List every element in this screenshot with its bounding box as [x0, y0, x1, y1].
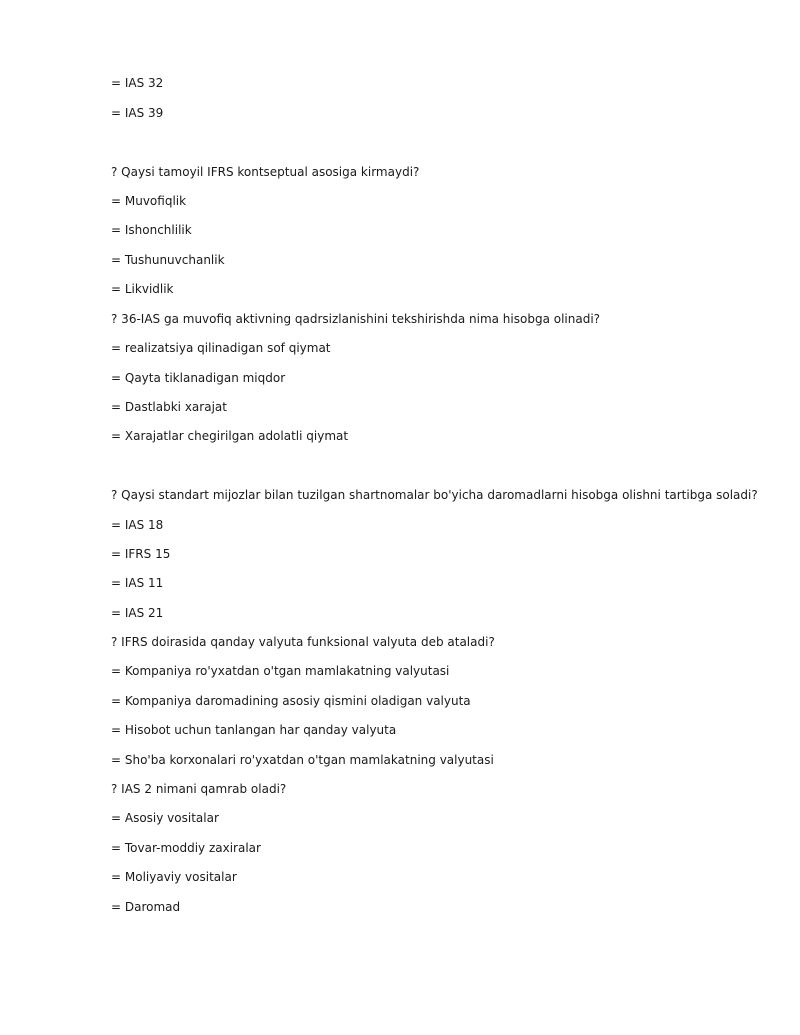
answer-financial-instruments: = Moliyaviy vositalar	[111, 870, 237, 884]
answer-muvofiqlik: = Muvofiqlik	[111, 194, 187, 208]
answer-ifrs-15: = IFRS 15	[111, 547, 171, 561]
answer-revenue: = Daromad	[111, 900, 181, 914]
answer-ias-21: = IAS 21	[111, 606, 164, 620]
answer-recoverable-amount: = Qayta tiklanadigan miqdor	[111, 371, 286, 385]
answer-ishonchlilik: = Ishonchlilik	[111, 223, 192, 237]
answer-ias-32: = IAS 32	[111, 76, 164, 90]
answer-any-reporting-currency: = Hisobot uchun tanlangan har qanday valyuta	[111, 723, 397, 737]
answer-ias-18: = IAS 18	[111, 518, 164, 532]
answer-main-revenue-currency: = Kompaniya daromadining asosiy qismini oladigan valyuta	[111, 694, 471, 708]
answer-inventories: = Tovar-moddiy zaxiralar	[111, 841, 261, 855]
answer-tushunuvchanlik: = Tushunuvchanlik	[111, 253, 225, 267]
answer-ias-11: = IAS 11	[111, 576, 164, 590]
answer-net-realizable-value: = realizatsiya qilinadigan sof qiymat	[111, 341, 331, 355]
question-conceptual-framework: ? Qaysi tamoyil IFRS kontseptual asosiga kirmaydi?	[111, 165, 420, 179]
question-functional-currency: ? IFRS doirasida qanday valyuta funksional valyuta deb ataladi?	[111, 635, 495, 649]
question-ias-2-scope: ? IAS 2 nimani qamrab oladi?	[111, 782, 287, 796]
answer-fixed-assets: = Asosiy vositalar	[111, 811, 219, 825]
question-ias-36-impairment: ? 36-IAS ga muvofiq aktivning qadrsizlanishini tekshirishda nima hisobga olinadi?	[111, 312, 601, 326]
answer-fair-value-less-costs: = Xarajatlar chegirilgan adolatli qiymat	[111, 429, 349, 443]
answer-ias-39: = IAS 39	[111, 106, 164, 120]
answer-initial-cost: = Dastlabki xarajat	[111, 400, 227, 414]
question-revenue-standard: ? Qaysi standart mijozlar bilan tuzilgan shartnomalar bo'yicha daromadlarni hisobga olishni tartibga soladi?	[111, 488, 758, 502]
answer-registration-country-currency: = Kompaniya ro'yxatdan o'tgan mamlakatning valyutasi	[111, 664, 450, 678]
answer-likvidlik: = Likvidlik	[111, 282, 174, 296]
answer-subsidiary-country-currency: = Sho'ba korxonalari ro'yxatdan o'tgan mamlakatning valyutasi	[111, 753, 494, 767]
